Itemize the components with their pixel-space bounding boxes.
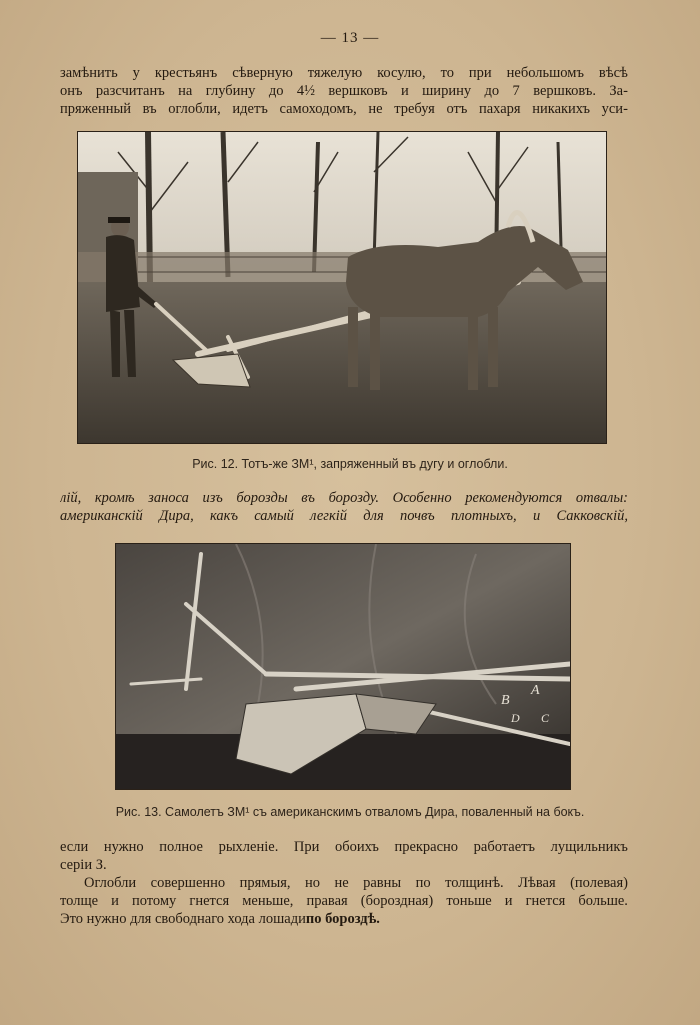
figure-mark-b: В (501, 693, 510, 708)
figure-13-caption: Рис. 13. Самолетъ ЗМ¹ съ американскимъ отваломъ Дира, поваленный на бокъ. (115, 805, 585, 819)
text-line: онъ разсчитанъ на глубину до 4½ вершковъ и ширину до 7 вершковъ. За- (60, 83, 628, 99)
plough-side-image (116, 544, 570, 789)
figure-12-photo (77, 131, 607, 444)
figure-13-photo (115, 543, 571, 790)
text-line: серіи З. (60, 857, 107, 873)
text-line: замѣнить у крестьянъ сѣверную тяжелую косулю, то при небольшомъ вѣсѣ (60, 65, 628, 81)
paragraph-middle (60, 489, 628, 525)
horse-plough-image (78, 132, 606, 443)
text-line: лій, кромѣ заноса изъ борозды въ борозду. Особенно рекомендуются отвалы: (60, 490, 628, 506)
page-number: — 13 — (320, 30, 380, 46)
paragraph-top (60, 64, 628, 118)
figure-12-caption: Рис. 12. Тотъ-же ЗМ¹, запряженный въ дугу и оглобли. (192, 457, 508, 471)
text-line: пряженный въ оглобли, идетъ самоходомъ, не требуя отъ пахаря никакихъ уси- (60, 101, 628, 117)
paragraph-bottom (60, 838, 628, 874)
figure-mark-c: С (541, 711, 550, 725)
text-line: американскій Дира, какъ самый легкій для почвъ плотныхъ, и Сакковскій, (60, 508, 628, 524)
text-line: Оглобли совершенно прямыя, но не равны по толщинѣ. Лѣвая (полевая) (84, 875, 628, 891)
text-line: толще и потому гнется меньше, правая (бороздная) тоньше и гнется больше. (60, 893, 628, 909)
text-line: если нужно полное рыхленіе. При обоихъ прекрасно работаетъ лущильникъ (60, 839, 628, 855)
figure-mark-a: А (531, 683, 540, 698)
text-line: Это нужно для свободнаго хода лошади по бороздѣ. (60, 911, 380, 927)
figure-mark-d: D (511, 711, 520, 725)
paragraph-last (60, 874, 628, 928)
